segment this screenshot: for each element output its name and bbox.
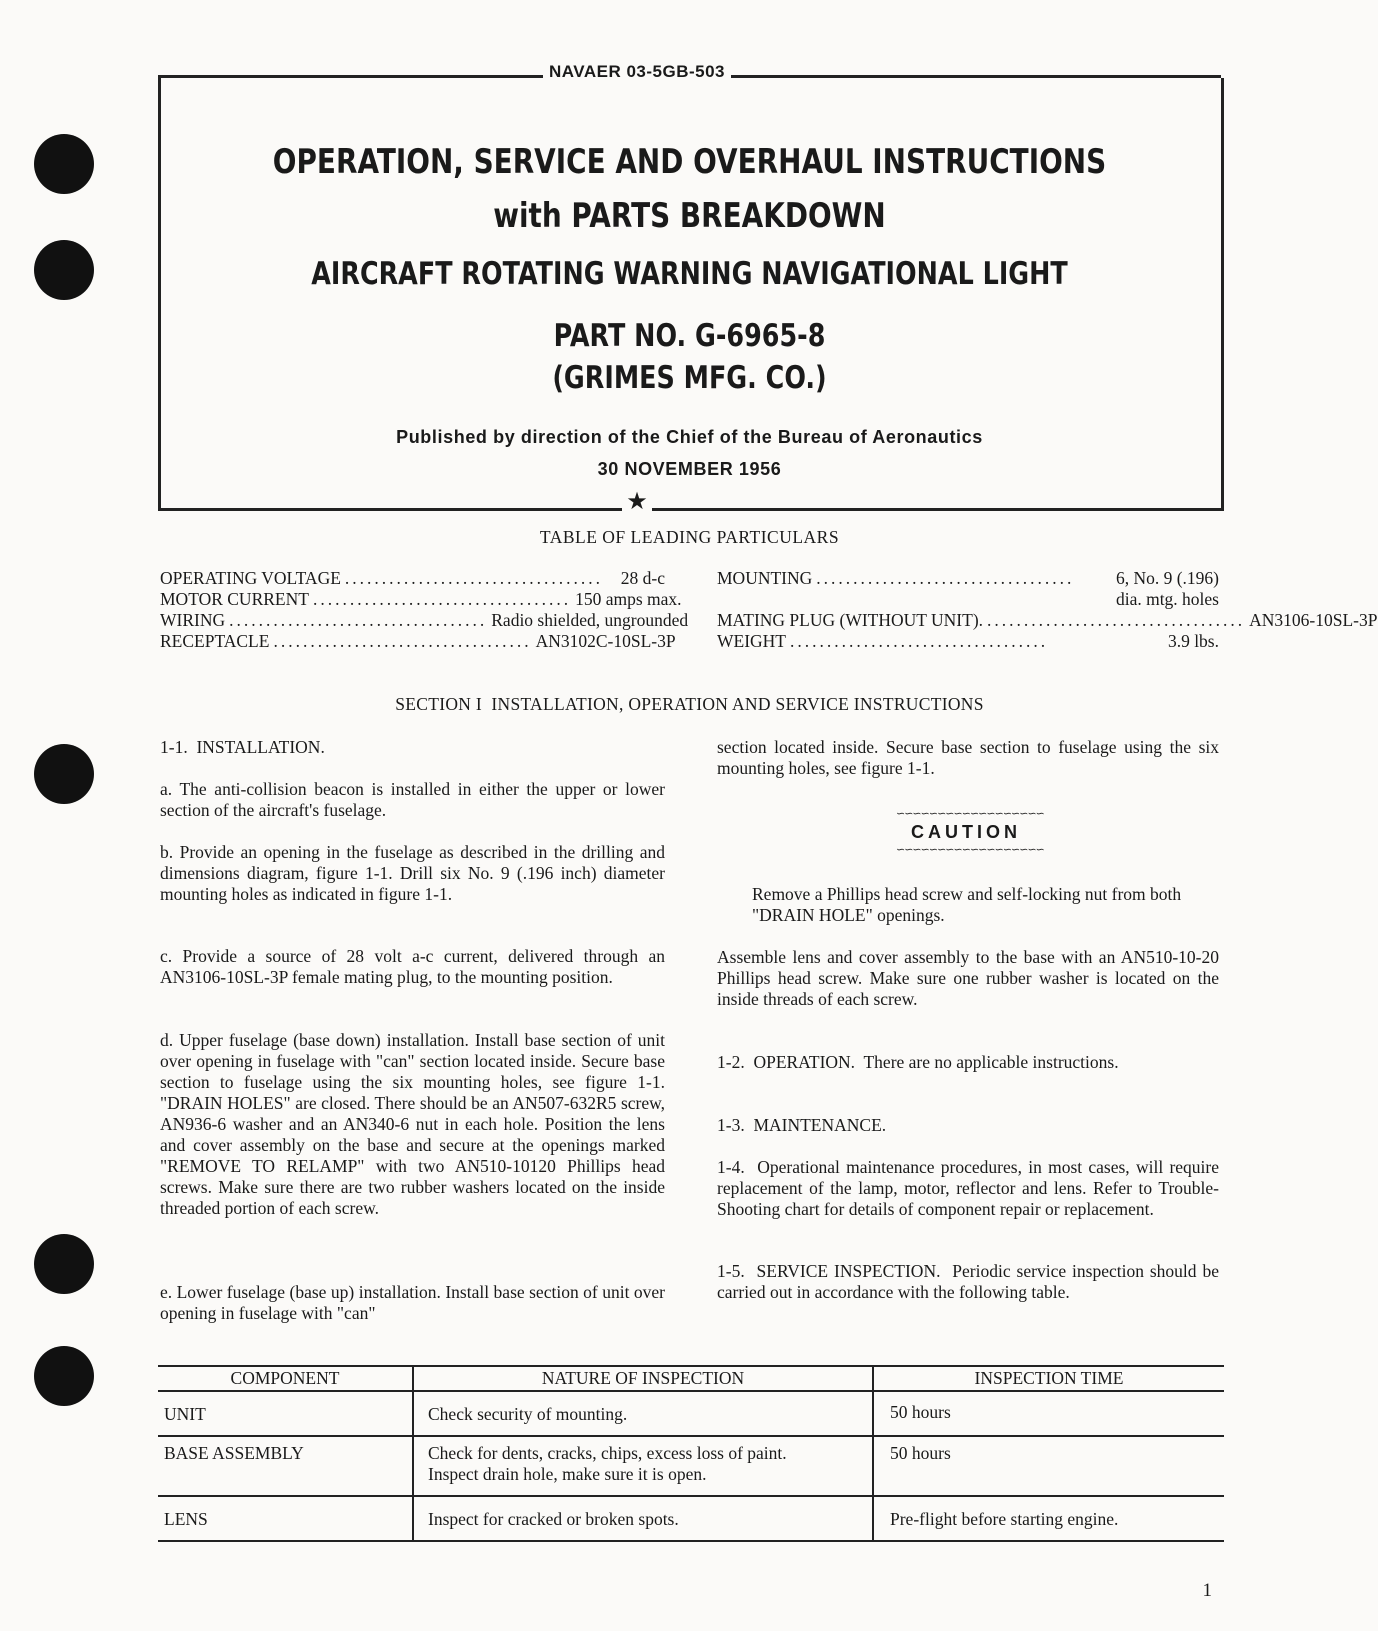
punch-hole <box>34 1346 94 1406</box>
operation-paragraph: 1-2. OPERATION. There are no applicable instructions. <box>717 1052 1119 1072</box>
assemble-paragraph: Assemble lens and cover assembly to the base with an AN510-10-20 Phillips head screw. Make sure one rubber washer is located on the inside threads of each screw. <box>717 947 1219 1009</box>
table-cell: Inspect for cracked or broken spots. <box>413 1496 873 1541</box>
title-line-2: with PARTS BREAKDOWN <box>493 196 886 236</box>
table-cell: Pre-flight before starting engine. <box>873 1496 1224 1541</box>
caution-text: Remove a Phillips head screw and self-locking nut from both "DRAIN HOLE" openings. <box>752 884 1182 925</box>
table-cell: 50 hours <box>873 1391 1224 1436</box>
service-inspection-paragraph: 1-5. SERVICE INSPECTION. Periodic service inspection should be carried out in accordance with the following table. <box>717 1261 1224 1302</box>
particular-row: WEIGHT ................................... 3.9 lbs. <box>717 631 1219 651</box>
para-a: a. The anti-collision beacon is installed in either the upper or lower section of the aircraft's fuselage. <box>160 779 665 820</box>
para-d: d. Upper fuselage (base down) installation. Install base section of unit over opening in fuselage with "can" section located inside. Secure base section to fuselage using the six mounting holes, see figure 1-1. "DRAIN HOLES" are closed. There should be an AN507-632R5 screw, AN936-6 washer and an AN340-6 nut in each hole. Position the lens and cover assembly on the base and secure at the openings marked "REMOVE TO RELAMP" with two AN510-10120 Phillips head screws. Make sure there are two rubber washers located on the inside threaded portion of each screw. <box>160 1030 665 1218</box>
caution-border-bottom: ∽∽∽∽∽∽∽∽∽∽∽∽∽∽∽∽∽∽ <box>896 844 1044 856</box>
column-header: INSPECTION TIME <box>873 1366 1224 1391</box>
maintenance-heading: 1-3. MAINTENANCE. <box>717 1115 887 1135</box>
section-title: SECTION I INSTALLATION, OPERATION AND SERVICE INSTRUCTIONS <box>395 694 984 714</box>
subject-title: AIRCRAFT ROTATING WARNING NAVIGATIONAL LIGHT <box>311 256 1068 292</box>
particulars-left <box>160 568 689 652</box>
punch-hole <box>34 1234 94 1294</box>
table-cell: Check for dents, cracks, chips, excess loss of paint. Inspect drain hole, make sure it is open. <box>413 1436 873 1496</box>
doc-number: NAVAER 03-5GB-503 <box>0 62 1274 82</box>
particulars-title: TABLE OF LEADING PARTICULARS <box>539 527 840 547</box>
table-cell: BASE ASSEMBLY <box>158 1436 413 1496</box>
para-c: c. Provide a source of 28 volt a-c current, delivered through an AN3106-10SL-3P female mating plug, to the mounting position. <box>160 946 665 987</box>
manufacturer: (GRIMES MFG. CO.) <box>552 360 827 396</box>
punch-hole <box>34 240 94 300</box>
para-b: b. Provide an opening in the fuselage as described in the drilling and dimensions diagram, figure 1-1. Drill six No. 9 (.196 inch) diameter mounting holes as indicated in figure 1-1. <box>160 842 665 904</box>
table-row <box>158 1496 1224 1541</box>
particulars-right <box>717 568 1378 652</box>
table-cell: Check security of mounting. <box>413 1391 873 1436</box>
publication-date: 30 NOVEMBER 1956 <box>597 459 782 479</box>
table-header-row <box>158 1366 1224 1391</box>
particular-row: MOTOR CURRENT ................................... 150 amps max. <box>160 589 682 609</box>
particular-row: OPERATING VOLTAGE ................................... 28 d-c <box>160 568 665 588</box>
particular-row: MOUNTING ................................... 6, No. 9 (.196) <box>717 568 1219 588</box>
title-line-1: OPERATION, SERVICE AND OVERHAUL INSTRUCTIONS <box>272 142 1107 182</box>
particular-row: MATING PLUG (WITHOUT UNIT). ................................... AN3106-10SL-3P <box>717 610 1378 630</box>
particular-row: dia. mtg. holes <box>1115 589 1219 609</box>
operational-paragraph: 1-4. Operational maintenance procedures, in most cases, will require replacement of the lamp, motor, reflector and lens. Refer to Trouble-Shooting chart for details of component repair or replacement. <box>717 1157 1224 1219</box>
punch-hole <box>34 134 94 194</box>
table-cell: 50 hours <box>873 1436 1224 1496</box>
table-cell: UNIT <box>158 1391 413 1436</box>
para-e: e. Lower fuselage (base up) installation. Install base section of unit over opening in fuselage with "can" <box>160 1282 665 1323</box>
table-cell: LENS <box>158 1496 413 1541</box>
particular-row: RECEPTACLE ................................... AN3102C-10SL-3P <box>160 631 676 651</box>
column-header: COMPONENT <box>158 1366 413 1391</box>
caution-label <box>896 808 1044 858</box>
punch-hole <box>34 744 94 804</box>
particular-row: WIRING ................................... Radio shielded, ungrounded <box>160 610 689 630</box>
published-by: Published by direction of the Chief of the Bureau of Aeronautics <box>396 427 983 447</box>
star-icon: ★ <box>0 490 1274 514</box>
inspection-table <box>158 1365 1224 1542</box>
table-row <box>158 1436 1224 1496</box>
para-e-continued: section located inside. Secure base section to fuselage using the six mounting holes, see figure 1-1. <box>717 737 1219 778</box>
part-number: PART NO. G-6965-8 <box>553 318 826 354</box>
table-row <box>158 1391 1224 1436</box>
caution-border-top: ∽∽∽∽∽∽∽∽∽∽∽∽∽∽∽∽∽∽ <box>896 808 1044 820</box>
caution-word: CAUTION <box>911 822 1021 842</box>
installation-heading: 1-1. INSTALLATION. <box>160 737 325 757</box>
page-number: 1 <box>1202 1580 1212 1601</box>
column-header: NATURE OF INSPECTION <box>413 1366 873 1391</box>
